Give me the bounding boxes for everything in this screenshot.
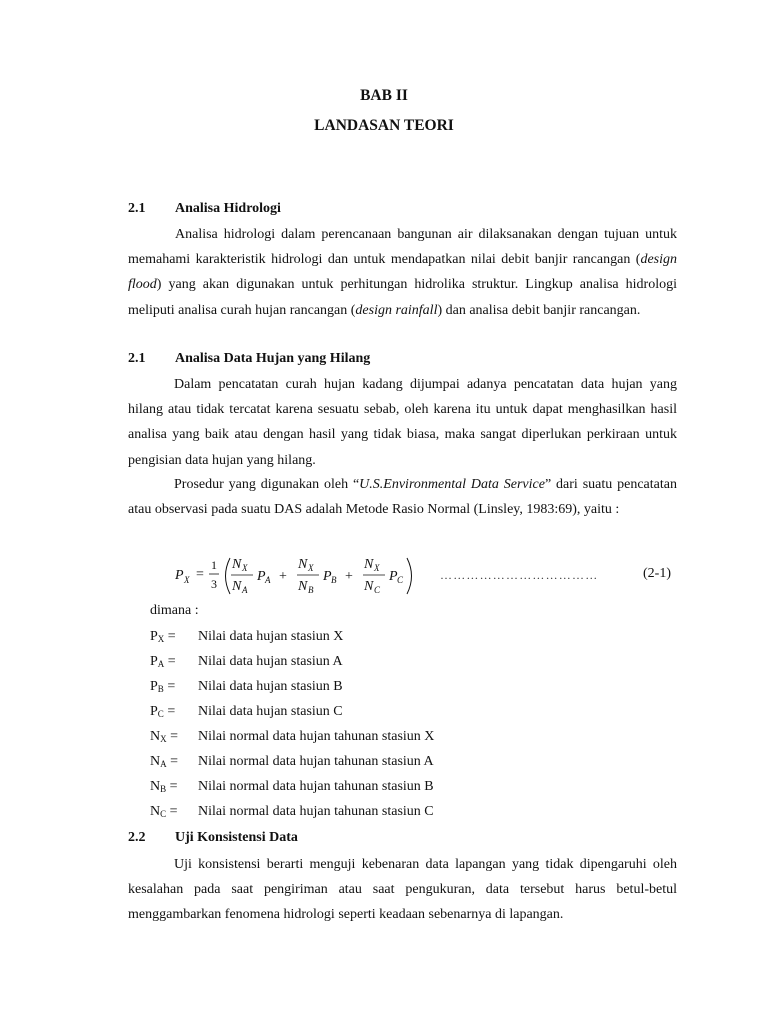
- where-label: dimana :: [150, 603, 199, 618]
- eq-coef-den: 3: [211, 577, 217, 591]
- variable-row: $P_X$ = Nilai data hujan stasiun X: [150, 629, 344, 644]
- svg-text:N: N: [298, 557, 308, 572]
- variable-row: $N_B$ = Nilai normal data hujan tahunan stasiun B: [150, 779, 434, 794]
- paragraph-konsistensi: Uji konsistensi berarti menguji kebenaran data lapangan yang tidak dipengaruhi oleh kesalahan pada saat pengiriman atau saat pengukuran, data tersebut harus betul-betul menggambarkan fenomena hidrologi seperti keadaan sebenarnya di lapangan.: [128, 857, 677, 923]
- svg-text:A: A: [242, 585, 248, 595]
- svg-text:P: P: [323, 569, 332, 584]
- paragraph-hidrologi: Analisa hidrologi dalam perencanaan bangunan air dilaksanakan dengan tujuan untuk memahami karakteristik hidrologi dan untuk mendapatkan nilai debit banjir rancangan (design flood) yang akan digunakan untuk perhitungan hidrolika struktur. Lingkup analisa hidrologi meliputi analisa curah hujan rancangan (design rainfall) dan analisa debit banjir rancangan.: [128, 227, 677, 318]
- svg-text:N: N: [232, 579, 242, 594]
- emphasis-design-rainfall: design rainfall: [355, 302, 438, 318]
- section-number: 2.1: [128, 201, 146, 216]
- variable-row: $N_C$ = Nilai normal data hujan tahunan stasiun C: [150, 804, 434, 819]
- svg-text:X: X: [308, 563, 314, 573]
- section-heading-konsistensi: [128, 830, 298, 846]
- svg-text:N: N: [364, 557, 374, 572]
- equation-number: (2-1): [643, 566, 671, 581]
- normal-ratio-equation: [175, 556, 680, 596]
- svg-text:C: C: [397, 575, 404, 585]
- svg-text:N: N: [298, 579, 308, 594]
- section-title: Analisa Hidrologi: [175, 201, 281, 216]
- section-number: 2.2: [128, 830, 146, 845]
- variable-row: $P_C$ = Nilai data hujan stasiun C: [150, 704, 343, 719]
- paragraph-data-hilang: Dalam pencatatan curah hujan kadang dijumpai adanya pencatatan data hujan yang hilang atau tidak tercatat karena sesuatu sebab, oleh karena itu untuk dapat menghasilkan hasil analisa yang baik atau dengan hasil yang tidak biasa, maka sangat diperlukan perkiraan untuk pengisian data hujan yang hilang.: [128, 377, 677, 468]
- emphasis-us-env: U.S.Environmental Data Service: [359, 477, 545, 492]
- svg-text:+: +: [279, 569, 287, 584]
- chapter-title: LANDASAN TEORI: [314, 117, 454, 134]
- section-title: Analisa Data Hujan yang Hilang: [175, 351, 371, 366]
- eq-lhs: P: [175, 568, 184, 583]
- section-title: Uji Konsistensi Data: [175, 830, 298, 845]
- svg-text:C: C: [374, 585, 381, 595]
- svg-text:X: X: [374, 563, 380, 573]
- svg-text:B: B: [308, 585, 314, 595]
- equation-leader-dots: ………………………………: [440, 568, 599, 582]
- svg-text:N: N: [232, 557, 242, 572]
- variable-row: $N_A$ = Nilai normal data hujan tahunan stasiun A: [150, 754, 434, 769]
- section-heading-hidrologi: [128, 201, 281, 217]
- paragraph-prosedur: Prosedur yang digunakan oleh “U.S.Environmental Data Service” dari suatu pencatatan atau observasi pada suatu DAS adalah Metode Rasio Normal (Linsley, 1983:69), yaitu :: [128, 477, 677, 518]
- section-heading-data-hilang: [128, 351, 370, 367]
- svg-text:P: P: [389, 569, 398, 584]
- svg-text:=: =: [196, 567, 204, 582]
- variable-row: $P_A$ = Nilai data hujan stasiun A: [150, 654, 343, 669]
- variable-row: $P_B$ = Nilai data hujan stasiun B: [150, 679, 343, 694]
- svg-text:N: N: [364, 579, 374, 594]
- eq-coef-num: 1: [211, 558, 217, 572]
- svg-text:+: +: [345, 569, 353, 584]
- svg-text:A: A: [265, 575, 271, 585]
- svg-text:B: B: [331, 575, 337, 585]
- chapter-label: BAB II: [360, 87, 408, 104]
- section-number: 2.1: [128, 351, 146, 366]
- svg-text:X: X: [184, 575, 190, 585]
- variable-row: $N_X$ = Nilai normal data hujan tahunan stasiun X: [150, 729, 435, 744]
- svg-text:X: X: [242, 563, 248, 573]
- emphasis-design-flood: design flood: [128, 252, 677, 293]
- svg-text:P: P: [257, 569, 266, 584]
